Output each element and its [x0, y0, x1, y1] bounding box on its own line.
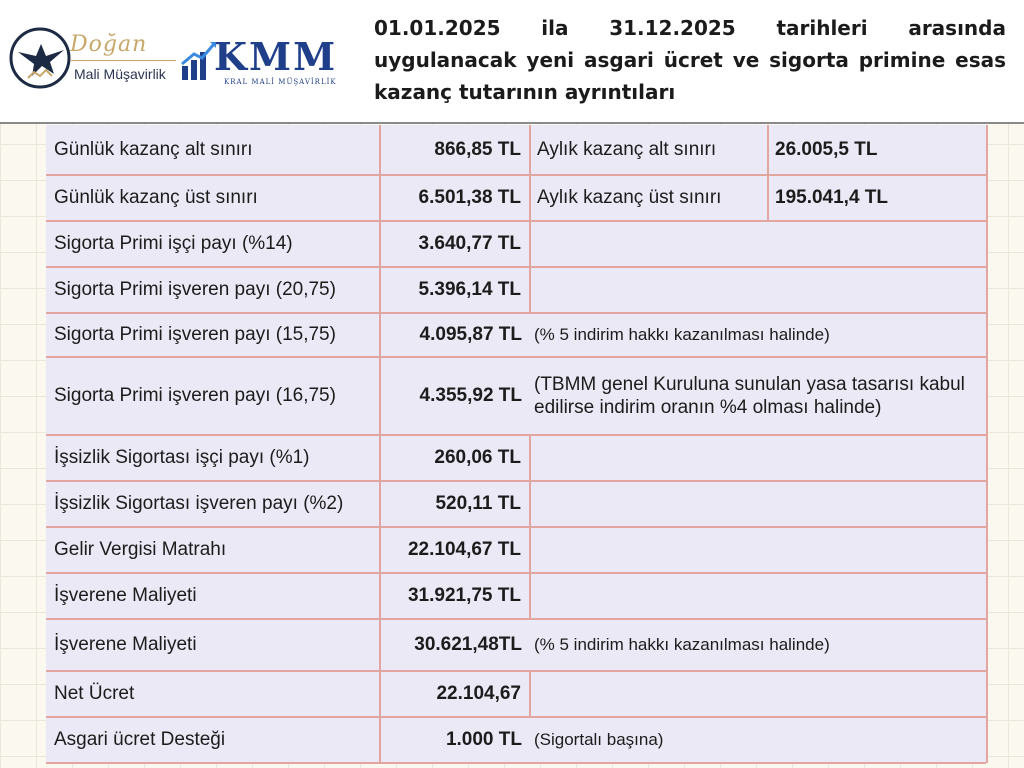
row-note: [530, 267, 986, 313]
row-note: [530, 573, 986, 619]
row-label: İşsizlik Sigortası işveren payı (%2): [46, 481, 380, 527]
row-value: 4.355,92 TL: [380, 357, 530, 435]
wage-table-grid: [46, 125, 986, 764]
row-label: Günlük kazanç alt sınırı: [46, 125, 380, 175]
row-note: (% 5 indirim hakkı kazanılması halinde): [530, 313, 986, 357]
table-row: [46, 357, 986, 435]
row-label: Net Ücret: [46, 671, 380, 717]
row-value: 22.104,67 TL: [380, 527, 530, 573]
row-label: Sigorta Primi işveren payı (20,75): [46, 267, 380, 313]
row-value: 30.621,48TL: [380, 619, 530, 671]
table-row: [46, 481, 986, 527]
row-value: 5.396,14 TL: [380, 267, 530, 313]
row-note: (TBMM genel Kuruluna sunulan yasa tasarısı kabul edilirse indirim oranın %4 olması halinde): [530, 357, 986, 435]
dogan-logo-rule: [70, 60, 176, 61]
table-row: [46, 527, 986, 573]
dogan-logo-name: Doğan: [70, 32, 148, 57]
table-row: [46, 717, 986, 763]
row-note: (Sigortalı başına): [530, 717, 986, 763]
dogan-logo-subtitle: Mali Müşavirlik: [74, 66, 166, 82]
header: [0, 0, 1024, 124]
row-label: Asgari ücret Desteği: [46, 717, 380, 763]
row-label: Sigorta Primi işçi payı (%14): [46, 221, 380, 267]
kmm-logo: [180, 36, 352, 92]
dogan-logo: [8, 26, 176, 92]
row-note: [530, 671, 986, 717]
table-row: [46, 435, 986, 481]
table-row: [46, 125, 986, 175]
row-value: 1.000 TL: [380, 717, 530, 763]
row-value: 31.921,75 TL: [380, 573, 530, 619]
row-value: 3.640,77 TL: [380, 221, 530, 267]
row-label: Sigorta Primi işveren payı (15,75): [46, 313, 380, 357]
kmm-logo-name: KMM: [214, 34, 338, 79]
table-row: [46, 175, 986, 221]
table-row: [46, 671, 986, 717]
row-note: [530, 221, 986, 267]
table-row: [46, 573, 986, 619]
row-value-monthly: 195.041,4 TL: [768, 175, 986, 221]
table-row: [46, 267, 986, 313]
row-value: 22.104,67: [380, 671, 530, 717]
row-label-monthly: Aylık kazanç üst sınırı: [530, 175, 768, 221]
row-value-monthly: 26.005,5 TL: [768, 125, 986, 175]
row-label: İşsizlik Sigortası işçi payı (%1): [46, 435, 380, 481]
row-label-monthly: Aylık kazanç alt sınırı: [530, 125, 768, 175]
row-label: İşverene Maliyeti: [46, 573, 380, 619]
table-row: [46, 221, 986, 267]
table-row: [46, 313, 986, 357]
table-row: [46, 619, 986, 671]
row-value: 260,06 TL: [380, 435, 530, 481]
row-note: (% 5 indirim hakkı kazanılması halinde): [530, 619, 986, 671]
row-label: İşverene Maliyeti: [46, 619, 380, 671]
page-title: 01.01.2025 ila 31.12.2025 tarihleri arasında uygulanacak yeni asgari ücret ve sigorta primine esas kazanç tutarının ayrıntıları: [374, 16, 1006, 104]
row-value: 866,85 TL: [380, 125, 530, 175]
eagle-icon: [8, 26, 72, 90]
row-value: 6.501,38 TL: [380, 175, 530, 221]
wage-table: [46, 125, 988, 763]
row-label: Günlük kazanç üst sınırı: [46, 175, 380, 221]
row-label: Gelir Vergisi Matrahı: [46, 527, 380, 573]
row-note: [530, 527, 986, 573]
row-note: [530, 481, 986, 527]
row-value: 520,11 TL: [380, 481, 530, 527]
row-value: 4.095,87 TL: [380, 313, 530, 357]
row-note: [530, 435, 986, 481]
row-label: Sigorta Primi işveren payı (16,75): [46, 357, 380, 435]
kmm-logo-subtitle: KRAL MALİ MÜŞAVİRLİK: [224, 78, 337, 86]
